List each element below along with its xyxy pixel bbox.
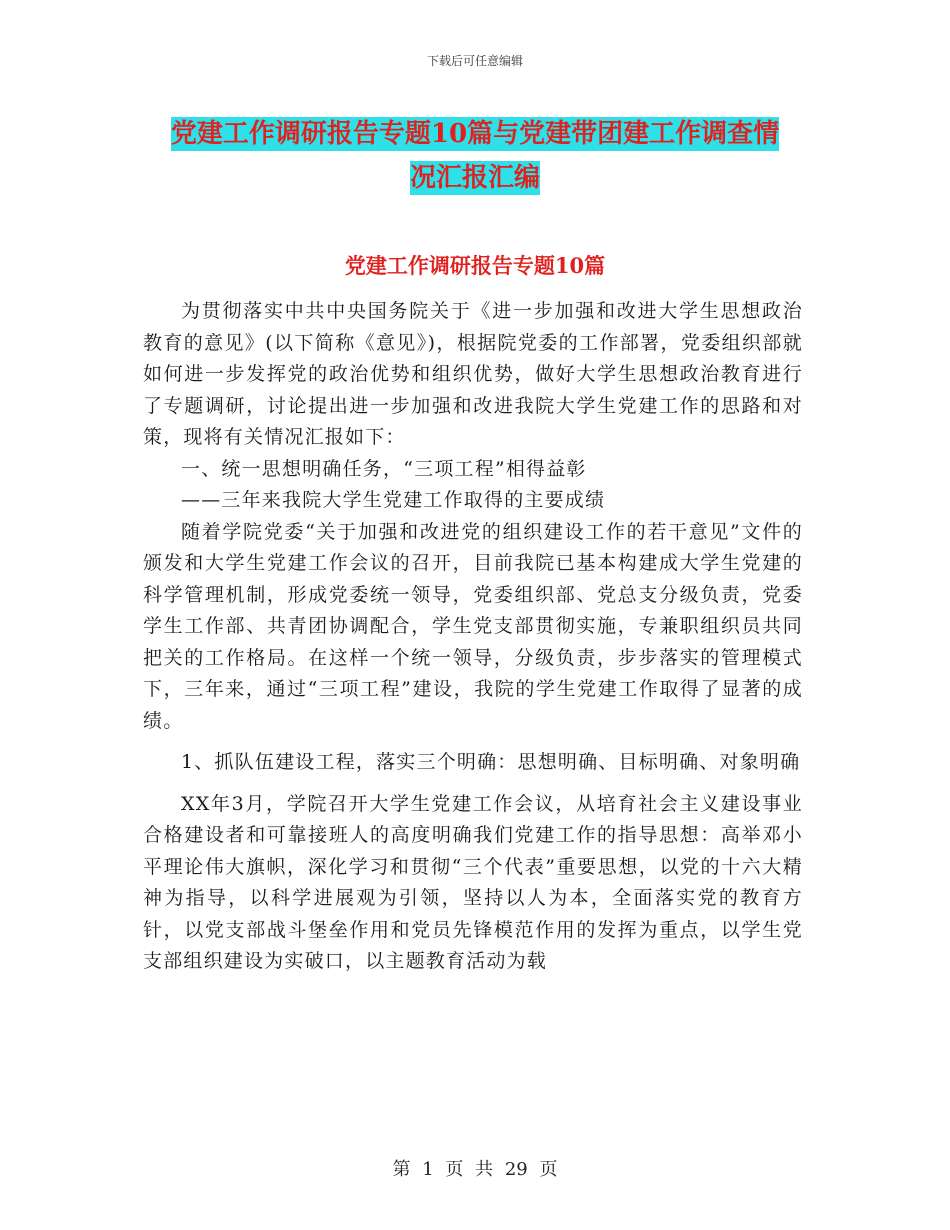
document-title — [140, 112, 810, 200]
document-body — [143, 296, 803, 978]
paragraph: 为贯彻落实中共中央国务院关于《进一步加强和改进大学生思想政治教育的意见》(以下简称《意见》)，根据院党委的工作部署，党委组织部就如何进一步发挥党的政治优势和组织优势，做好大学生思想政治教育进行了专题调研，讨论提出进一步加强和改进我院大学生党建工作的思路和对策，现将有关情况汇报如下： — [143, 300, 803, 448]
document-title-line-1: 党建工作调研报告专题10篇与党建带团建工作调查情 — [170, 119, 780, 149]
paragraph: 随着学院党委“关于加强和改进党的组织建设工作的若干意见”文件的颁发和大学生党建工作会议的召开，目前我院已基本构建成大学生党建的科学管理机制，形成党委统一领导，党委组织部、党总支分级负责，党委学生工作部、共青团协调配合，学生党支部贯彻实施，专兼职组织员共同把关的工作格局。在这样一个统一领导，分级负责，步步落实的管理模式下，三年来，通过“三项工程”建设，我院的学生党建工作取得了显著的成绩。 — [143, 520, 803, 732]
paragraph: ——三年来我院大学生党建工作取得的主要成绩 — [181, 489, 606, 511]
header-note: 下载后可任意编辑 — [426, 54, 523, 68]
paragraph: 1、抓队伍建设工程，落实三个明确：思想明确、目标明确、对象明确 — [181, 751, 801, 773]
paragraph: 一、统一思想明确任务，“三项工程”相得益彰 — [181, 457, 587, 480]
page-number: 第 1 页 共 29 页 — [392, 1159, 558, 1180]
document-title-line-2: 况汇报汇编 — [409, 163, 540, 193]
section-title: 党建工作调研报告专题10篇 — [344, 253, 606, 278]
paragraph: XX年3月，学院召开大学生党建工作会议，从培育社会主义建设事业合格建设者和可靠接班人的高度明确我们党建工作的指导思想：高举邓小平理论伟大旗帜，深化学习和贯彻“三个代表”重要思想，以党的十六大精神为指导，以科学进展观为引领，坚持以人为本，全面落实党的教育方针，以党支部战斗堡垒作用和党员先锋模范作用的发挥为重点，以学生党支部组织建设为实破口，以主题教育活动为载 — [143, 792, 803, 972]
